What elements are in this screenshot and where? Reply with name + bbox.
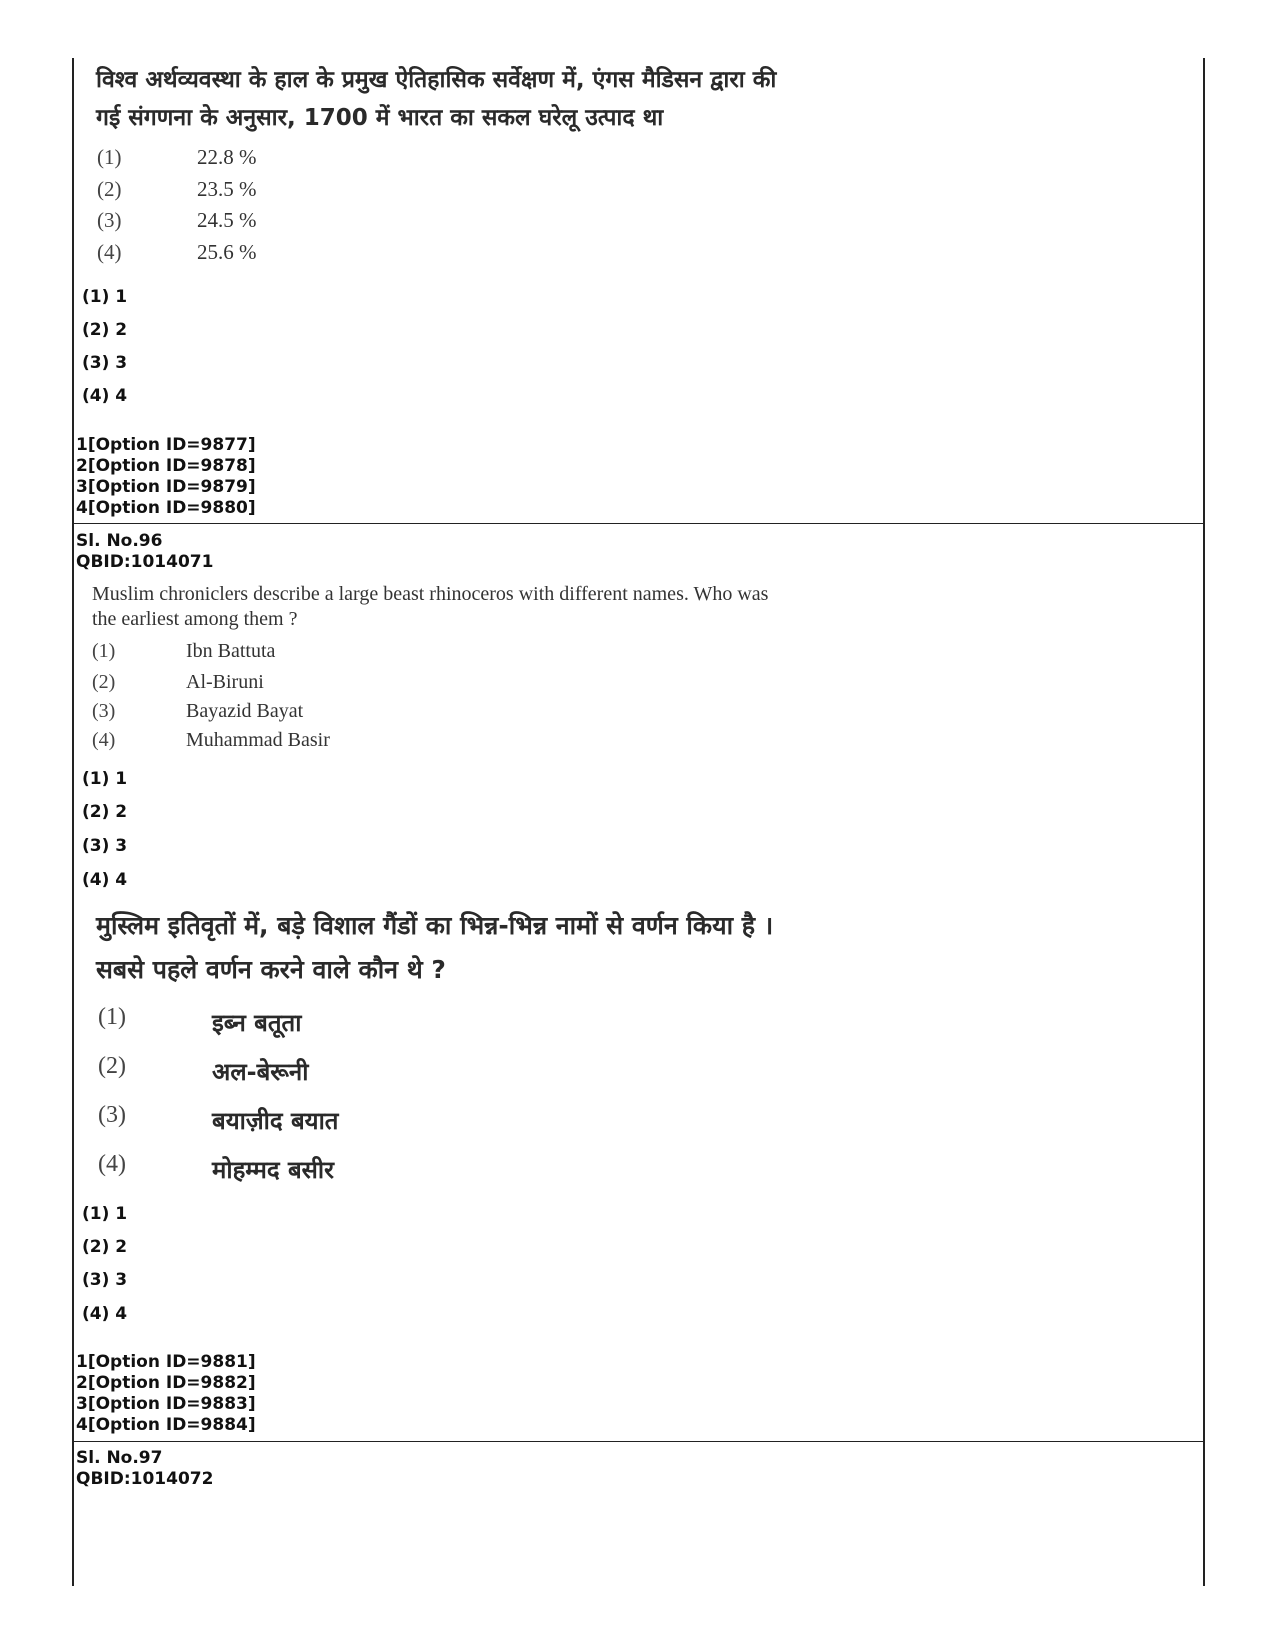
section-divider <box>72 1441 1203 1442</box>
section-divider <box>72 523 1203 524</box>
q96-en-answer-4: (4) 4 <box>82 870 128 890</box>
q96-en-answer-2: (2) 2 <box>82 802 128 822</box>
q96-en-option-2-number: (2) <box>92 671 116 693</box>
q96-hi-option-3-number: (3) <box>98 1102 126 1128</box>
q96-option-id-3: 3[Option ID=9883] <box>76 1394 256 1414</box>
q96-option-id-2: 2[Option ID=9882] <box>76 1373 256 1393</box>
q96-en-option-3-number: (3) <box>92 700 116 722</box>
q96-hi-answer-2: (2) 2 <box>82 1237 128 1257</box>
q96-en-option-1-value: Ibn Battuta <box>186 640 276 662</box>
q97-serial-number: Sl. No.97 <box>76 1448 163 1468</box>
q96-hi-option-4-number: (4) <box>98 1151 126 1177</box>
q96-hi-option-2-value: अल-बेरूनी <box>212 1058 309 1086</box>
q95-option-3-value: 24.5 % <box>197 208 257 232</box>
q96-hi-option-2-number: (2) <box>98 1053 126 1079</box>
q96-en-option-3-value: Bayazid Bayat <box>186 700 304 722</box>
q95-option-id-4: 4[Option ID=9880] <box>76 498 256 518</box>
q96-hindi-stem-line1: मुस्लिम इतिवृतों में, बड़े विशाल गैंडों का भिन्न-भिन्न नामों से वर्णन किया है । <box>96 911 774 940</box>
q95-option-4-value: 25.6 % <box>197 240 257 264</box>
q96-hi-answer-1: (1) 1 <box>82 1204 128 1224</box>
q97-header <box>76 1448 213 1490</box>
q96-hi-answer-4: (4) 4 <box>82 1304 128 1324</box>
q96-qbid: QBID:1014071 <box>76 552 214 572</box>
q96-option-id-block <box>76 1352 256 1436</box>
q95-option-id-2: 2[Option ID=9878] <box>76 456 256 476</box>
q95-hindi-stem-line2: गई संगणना के अनुसार, 1700 में भारत का सकल घरेलू उत्पाद था <box>96 105 664 131</box>
q96-hi-option-1-value: इब्न बतूता <box>212 1009 302 1037</box>
q96-hindi-stem-line2: सबसे पहले वर्णन करने वाले कौन थे ? <box>96 955 446 984</box>
q95-answer-2: (2) 2 <box>82 320 128 340</box>
q96-english-stem-line2: the earliest among them ? <box>92 608 298 630</box>
q96-hi-option-1-number: (1) <box>98 1004 126 1030</box>
q95-option-id-3: 3[Option ID=9879] <box>76 477 256 497</box>
q96-hi-option-4-value: मोहम्मद बसीर <box>212 1156 334 1184</box>
q96-en-answer-3: (3) 3 <box>82 836 128 856</box>
q96-hi-answer-3: (3) 3 <box>82 1270 128 1290</box>
q96-en-option-4-number: (4) <box>92 729 116 751</box>
q96-hi-option-3-value: बयाज़ीद बयात <box>212 1107 339 1135</box>
q96-en-option-2-value: Al-Biruni <box>186 671 264 693</box>
q95-option-1-value: 22.8 % <box>197 145 257 169</box>
q95-option-1-number: (1) <box>97 145 122 169</box>
q95-answer-3: (3) 3 <box>82 353 128 373</box>
q95-option-2-number: (2) <box>97 177 122 201</box>
q95-answer-1: (1) 1 <box>82 287 128 307</box>
q96-english-stem-line1: Muslim chroniclers describe a large beast rhinoceros with different names. Who was <box>92 583 769 605</box>
q96-en-answer-1: (1) 1 <box>82 769 128 789</box>
q95-option-id-1: 1[Option ID=9877] <box>76 435 256 455</box>
q96-en-option-4-value: Muhammad Basir <box>186 729 330 751</box>
q95-answer-4: (4) 4 <box>82 386 128 406</box>
q96-en-option-1-number: (1) <box>92 640 116 662</box>
q95-option-4-number: (4) <box>97 240 122 264</box>
q95-hindi-stem-line1: विश्व अर्थव्यवस्था के हाल के प्रमुख ऐतिहासिक सर्वेक्षण में, एंगस मैडिसन द्वारा की <box>96 67 777 93</box>
q95-option-id-block <box>76 435 256 519</box>
q97-qbid: QBID:1014072 <box>76 1469 214 1489</box>
q96-header <box>76 531 213 573</box>
q96-option-id-1: 1[Option ID=9881] <box>76 1352 256 1372</box>
q96-serial-number: Sl. No.96 <box>76 531 163 551</box>
q95-option-3-number: (3) <box>97 208 122 232</box>
q96-option-id-4: 4[Option ID=9884] <box>76 1415 256 1435</box>
q95-option-2-value: 23.5 % <box>197 177 257 201</box>
